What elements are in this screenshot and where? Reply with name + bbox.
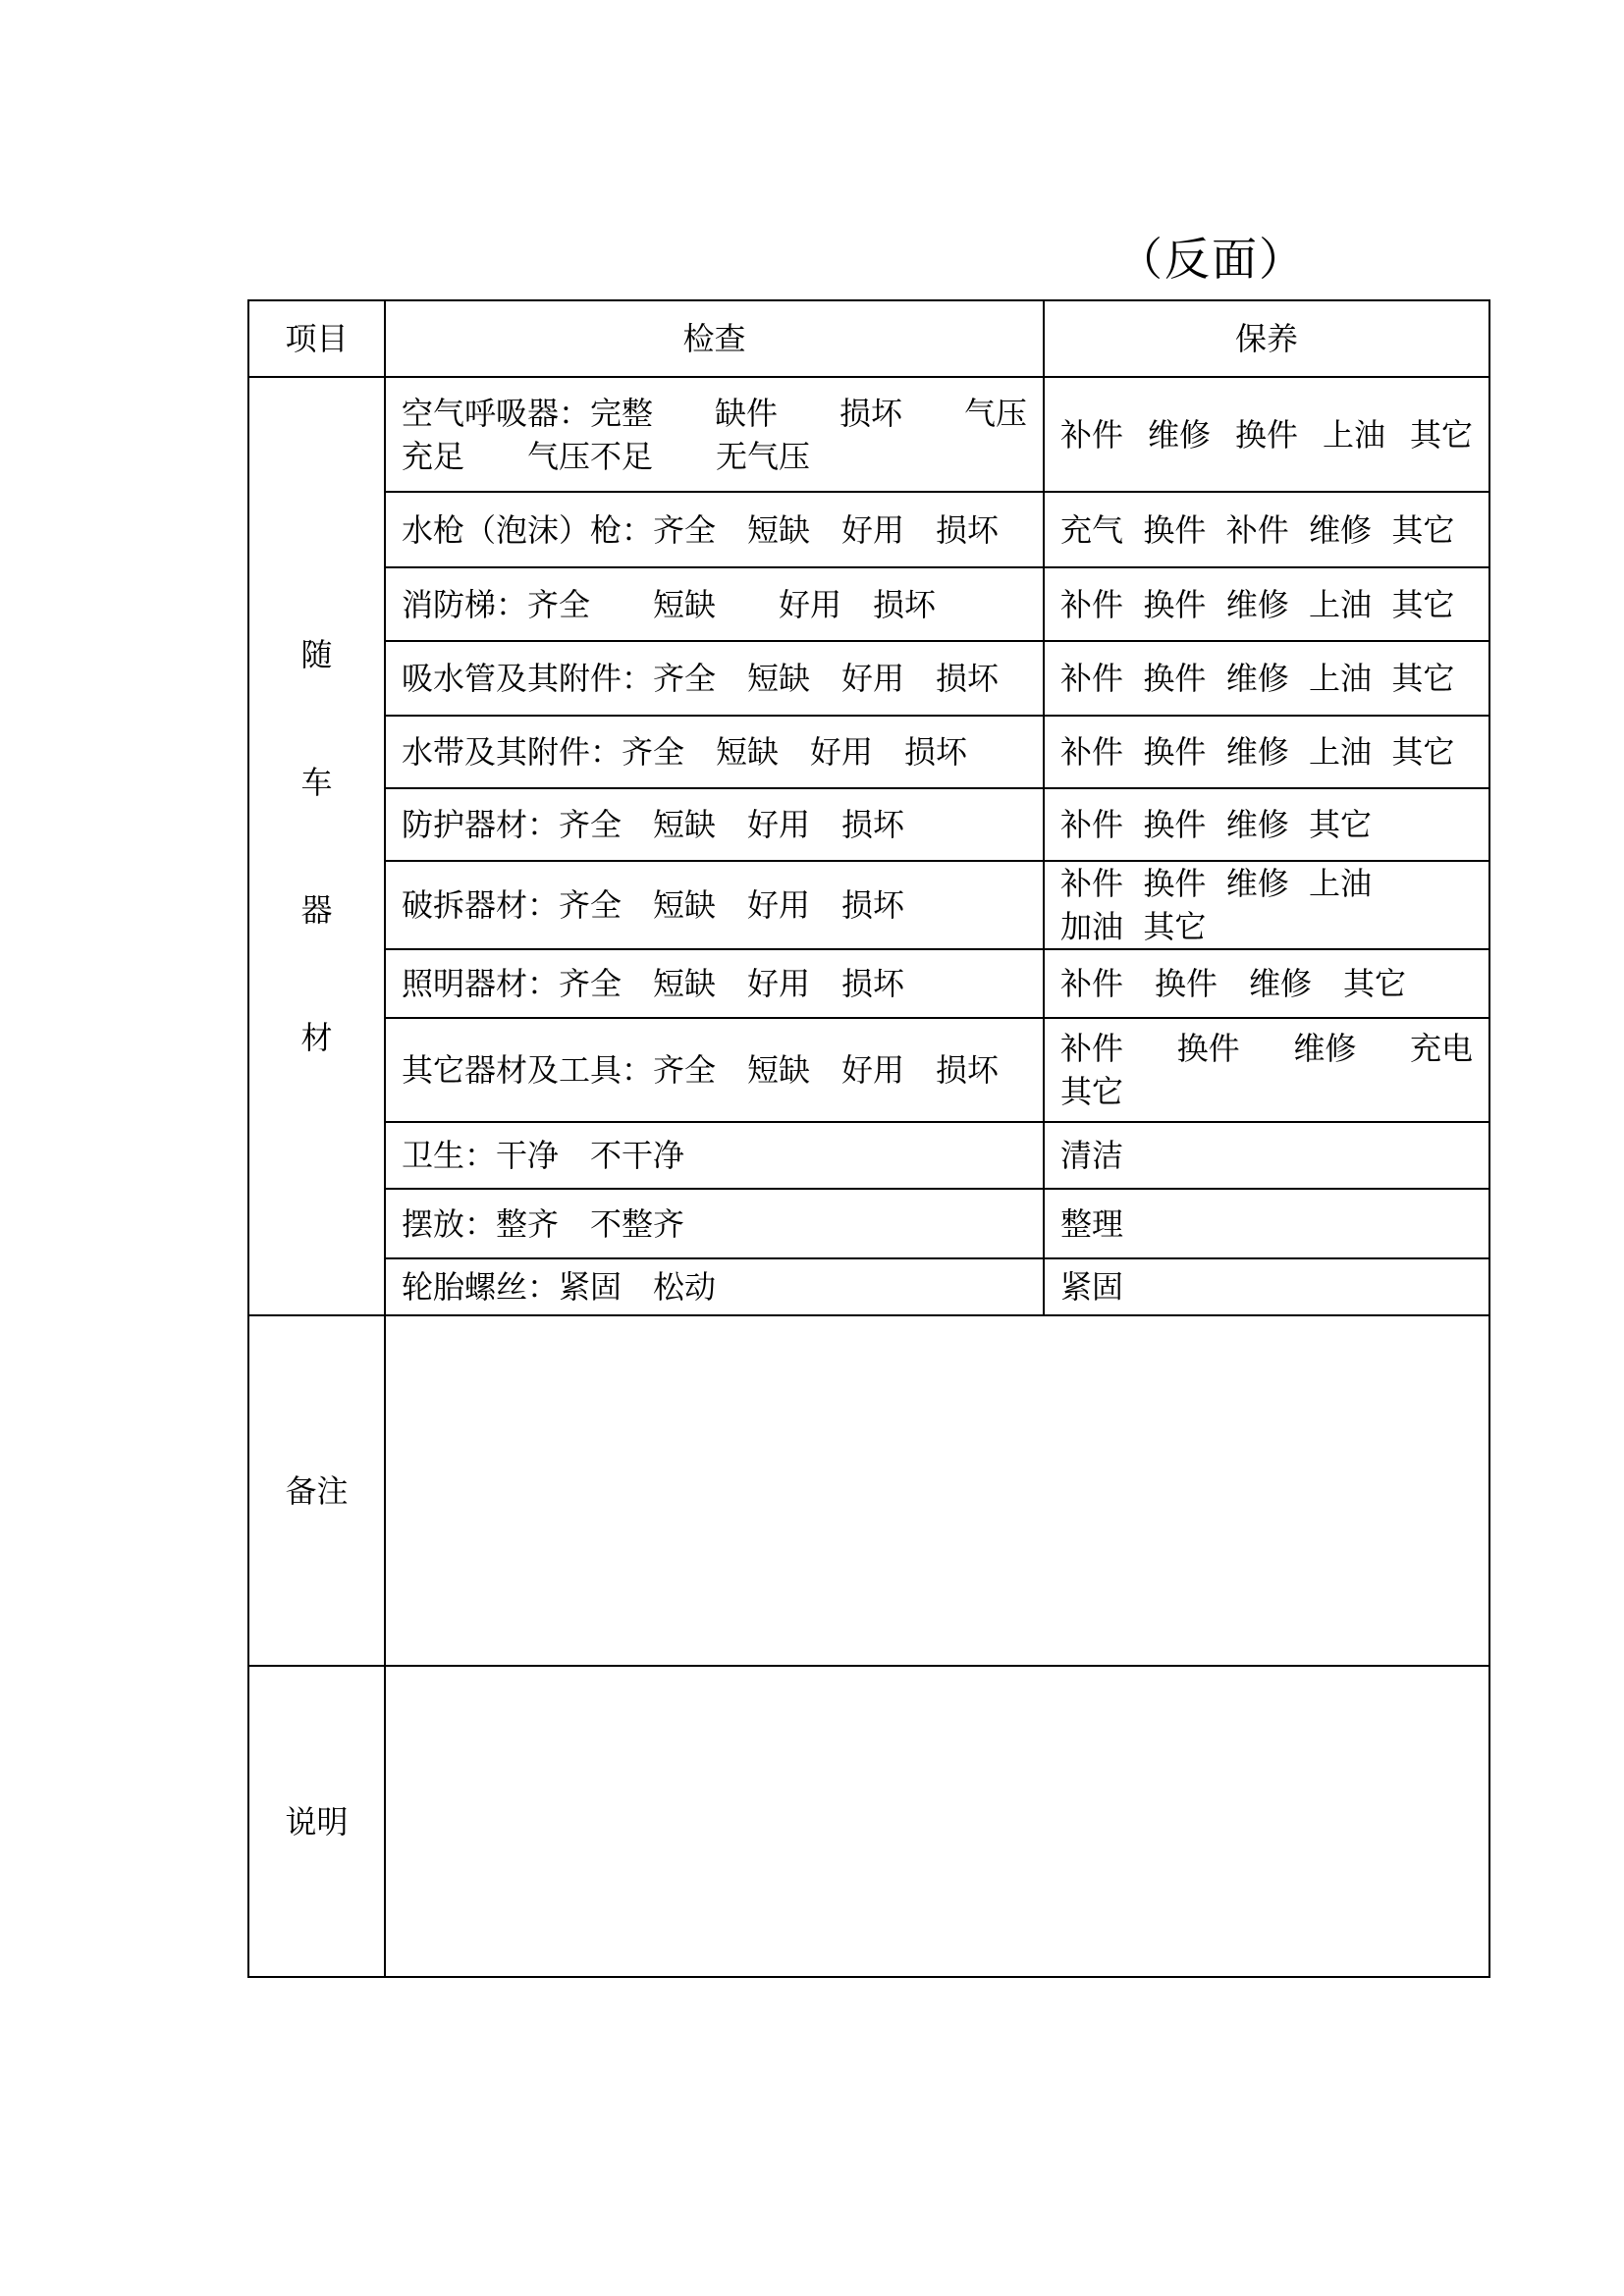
table-row [248, 1018, 1489, 1122]
remarks-row [248, 1315, 1489, 1666]
inspection-table [247, 299, 1490, 1978]
maintain-option: 补件 [1060, 415, 1124, 454]
maintain-cell: 补件 换件 维修 其它 [1044, 788, 1489, 861]
maintain-cell [1044, 377, 1489, 492]
check-cell: 防护器材：齐全 短缺 好用 损坏 [385, 788, 1044, 861]
table-row [248, 492, 1489, 567]
table-row [248, 377, 1489, 492]
check-option: 气压 [963, 394, 1027, 432]
maintain-cell: 补件 换件 维修 上油 其它 [1044, 567, 1489, 641]
remarks-field[interactable] [385, 1315, 1489, 1666]
table-row [248, 949, 1489, 1018]
maintain-option: 其它 [1409, 415, 1473, 454]
table-row [248, 716, 1489, 788]
category-char: 材 [300, 1019, 333, 1056]
maintain-cell [1044, 1018, 1489, 1122]
maintain-cell: 充气 换件 补件 维修 其它 [1044, 492, 1489, 567]
maintain-option: 换件 [1234, 415, 1298, 454]
maintain-option: 维修 [1293, 1030, 1357, 1067]
table-row [248, 641, 1489, 716]
check-option: 空气呼吸器：完整 [402, 394, 654, 432]
page-title: （反面） [1117, 233, 1306, 286]
category-label [265, 633, 368, 1059]
maintain-cell: 紧固 [1044, 1258, 1489, 1315]
check-option: 缺件 [714, 394, 778, 432]
maintain-cell: 补件 换件 维修 上油 其它 [1044, 641, 1489, 716]
header-maintain: 保养 [1044, 300, 1489, 377]
maintain-cell: 补件 换件 维修 其它 [1044, 949, 1489, 1018]
maintain-cell: 整理 [1044, 1189, 1489, 1258]
category-cell [248, 377, 385, 1315]
check-cell [385, 377, 1044, 492]
maintain-line: 其它 [1060, 1073, 1124, 1110]
maintain-cell: 清洁 [1044, 1122, 1489, 1189]
maintain-option: 充电 [1409, 1030, 1473, 1067]
maintain-option: 补件 [1060, 1030, 1124, 1067]
maintain-option: 上油 [1322, 415, 1385, 454]
check-cell: 照明器材：齐全 短缺 好用 损坏 [385, 949, 1044, 1018]
table-row [248, 1258, 1489, 1315]
maintain-line: 补件 换件 维修 上油 [1060, 865, 1373, 902]
remarks-label: 备注 [248, 1315, 385, 1666]
check-cell: 轮胎螺丝：紧固 松动 [385, 1258, 1044, 1315]
check-cell: 吸水管及其附件：齐全 短缺 好用 损坏 [385, 641, 1044, 716]
category-char: 随 [300, 636, 333, 673]
check-cell: 消防梯：齐全 短缺 好用 损坏 [385, 567, 1044, 641]
check-cell: 水带及其附件：齐全 短缺 好用 损坏 [385, 716, 1044, 788]
maintain-line [1060, 413, 1473, 456]
header-item: 项目 [248, 300, 385, 377]
check-cell: 破拆器材：齐全 短缺 好用 损坏 [385, 861, 1044, 949]
check-cell: 卫生：干净 不干净 [385, 1122, 1044, 1189]
notes-field[interactable] [385, 1666, 1489, 1977]
category-char: 车 [300, 764, 333, 801]
check-option: 损坏 [839, 394, 902, 432]
table-row [248, 1189, 1489, 1258]
table-row [248, 788, 1489, 861]
table-row [248, 567, 1489, 641]
table-row [248, 1122, 1489, 1189]
maintain-option: 换件 [1176, 1030, 1240, 1067]
check-line: 充足 气压不足 无气压 [402, 437, 811, 475]
category-char: 器 [300, 891, 333, 929]
check-cell: 其它器材及工具：齐全 短缺 好用 损坏 [385, 1018, 1044, 1122]
check-line [402, 392, 1027, 435]
maintain-option: 维修 [1147, 415, 1211, 454]
table-header-row [248, 300, 1489, 377]
table-row [248, 861, 1489, 949]
check-cell: 摆放：整齐 不整齐 [385, 1189, 1044, 1258]
maintain-line: 加油 其它 [1060, 908, 1207, 945]
notes-label: 说明 [248, 1666, 385, 1977]
maintain-cell [1044, 861, 1489, 949]
notes-row [248, 1666, 1489, 1977]
maintain-line [1060, 1027, 1473, 1070]
check-cell: 水枪（泡沫）枪：齐全 短缺 好用 损坏 [385, 492, 1044, 567]
header-check: 检查 [385, 300, 1044, 377]
maintain-cell: 补件 换件 维修 上油 其它 [1044, 716, 1489, 788]
